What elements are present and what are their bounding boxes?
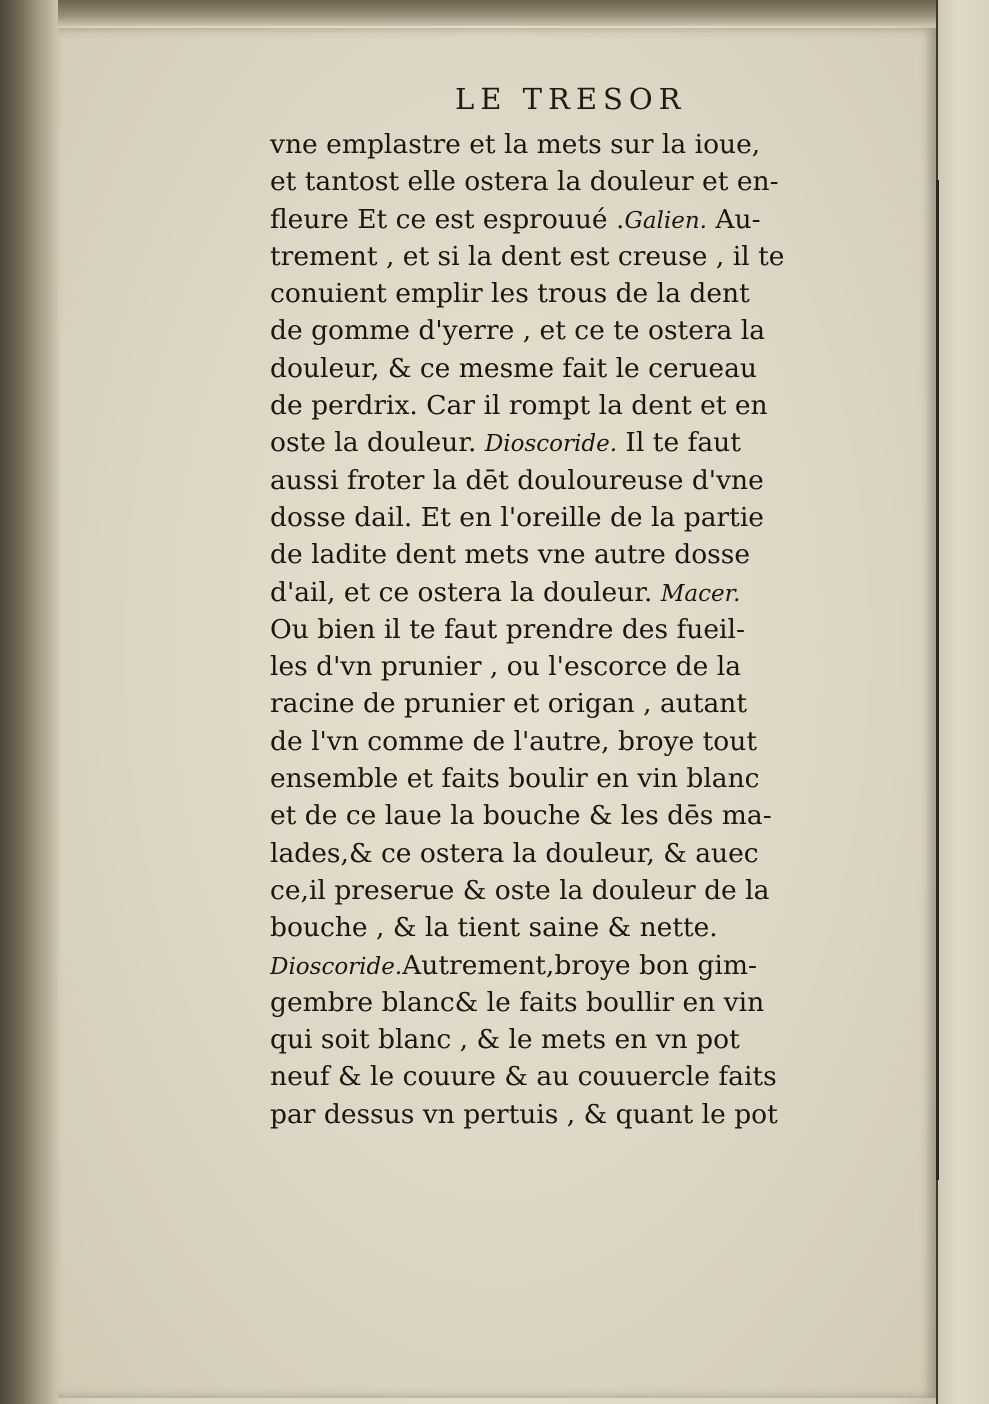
text-line [270,909,855,946]
source-citation: Dioscoride. [270,953,403,980]
text-segment: les d'vn prunier , ou l'escorce de la [270,651,741,683]
text-line [270,685,855,722]
text-line [270,275,855,312]
text-segment: racine de prunier et origan , autant [270,688,748,720]
text-segment: d'ail, et ce ostera la douleur. [270,576,661,608]
text-segment: de ladite dent mets vne autre dosse [270,539,751,571]
text-line [270,499,855,536]
text-segment: conuient emplir les trous de la dent [270,278,750,310]
text-segment: aussi froter la dēt douloureuse d'vne [270,464,764,496]
text-segment: ce,il preserue & oste la douleur de la [270,874,770,906]
left-page-edges [0,0,58,1404]
text-segment: douleur, & ce mesme fait le cerueau [270,352,757,384]
text-line [270,163,855,200]
text-segment: qui soit blanc , & le mets en vn pot [270,1024,740,1056]
spine-line [936,180,947,1180]
source-citation: Galien. [624,207,707,234]
text-line [270,797,855,834]
text-segment: Il te faut [617,427,741,459]
text-line [270,201,855,238]
text-line [270,872,855,909]
text-segment: de gomme d'yerre , et ce te ostera la [270,315,766,347]
text-line [270,1096,855,1133]
source-citation: Dioscoride. [484,431,617,458]
text-line [270,1021,855,1058]
text-segment: trement , et si la dent est creuse , il te [270,240,785,272]
text-line [270,126,855,163]
text-segment: dosse dail. Et en l'oreille de la partie [270,501,764,533]
text-line [270,312,855,349]
text-line [270,350,855,387]
text-segment: lades,& ce ostera la douleur, & auec [270,837,759,869]
page-body-text [270,126,855,1133]
text-segment: ensemble et faits boulir en vin blanc [270,763,760,795]
text-segment: par dessus vn pertuis , & quant le pot [270,1098,778,1130]
text-segment: bouche , & la tient saine & nette. [270,912,718,944]
text-line [270,984,855,1021]
text-line [270,835,855,872]
text-line [270,462,855,499]
text-line [270,424,855,461]
text-segment: fleure Et ce est esprouué . [270,203,625,235]
text-segment: Autrement,broye bon gim- [402,949,757,981]
text-line [270,1058,855,1095]
text-segment: et tantost elle ostera la douleur et en- [270,166,779,198]
text-line [270,574,855,611]
text-segment: Ou bien il te faut prendre des fueil- [270,613,745,645]
top-edge [0,0,989,26]
text-line [270,387,855,424]
text-segment: et de ce laue la bouche & les dēs ma- [270,800,772,832]
text-segment: de l'vn comme de l'autre, broye tout [270,725,757,757]
text-line [270,611,855,648]
running-title: LE TRESOR [455,82,687,116]
text-line [270,723,855,760]
source-citation: Macer. [660,580,741,607]
text-line [270,947,855,984]
text-line [270,648,855,685]
text-segment: oste la douleur. [270,427,485,459]
text-segment: gembre blanc& le faits boullir en vin [270,986,765,1018]
text-segment: vne emplastre et la mets sur la ioue, [270,129,761,160]
text-segment: neuf & le couure & au couuercle faits [270,1061,777,1093]
text-segment: Au- [707,203,761,235]
text-line [270,760,855,797]
text-line [270,238,855,275]
text-line [270,536,855,573]
text-segment: de perdrix. Car il rompt la dent et en [270,390,768,422]
